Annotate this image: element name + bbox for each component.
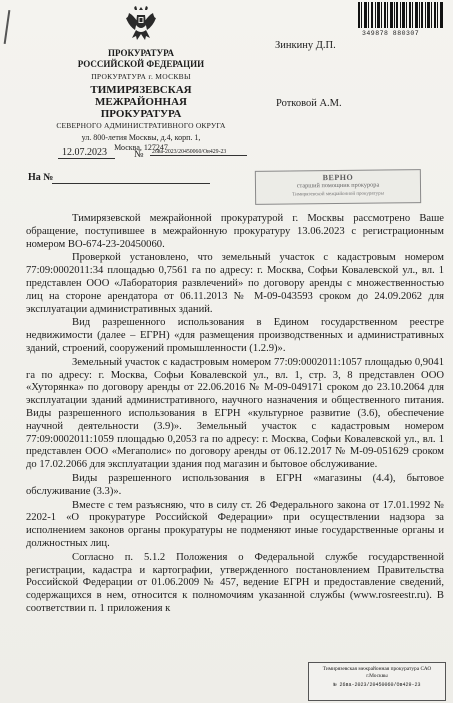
recipient-2: Ротковой А.М. xyxy=(276,98,342,109)
paragraph: Согласно п. 5.1.2 Положения о Федеральной службе государственной регистрации, кадастра и картографии, утвержденного постановлением Правительства Российской Федерации от 01.06.2009 № 457, ведение ЕГРН и предоставление сведений, содержащихся в нем, относится к полномочиям указанной службы (www.rosreestr.ru). В соответствии п. 1 приложения к xyxy=(26,551,444,614)
letter-body xyxy=(26,213,444,616)
paragraph: Проверкой установлено, что земельный участок с кадастровым номером 77:09:0002011:34 площадью 0,7561 га по адресу: г. Москва, Софьи Ковалевской ул., вл. 1 представлен ООО «Лаборатория развлечений» по договору аренды с множественностью лиц на стороне арендатора от 06.11.2013 № М-09-043593 сроком до 24.09.2062 для эксплуатации административных зданий. xyxy=(26,252,444,315)
paragraph: Вместе с тем разъясняю, что в силу ст. 26 Федерального закона от 17.01.1992 № 2202-1 «О прокуратуре Российской Федерации» при осуществлении надзора за исполнением законов органы прокуратуры не подменяют иные государственные органы и должностных лиц. xyxy=(26,499,444,549)
number-sign: № xyxy=(134,149,144,160)
org-city: ПРОКУРАТУРА г. МОСКВЫ xyxy=(91,72,191,81)
barcode-number: 349878 880307 xyxy=(362,30,420,37)
org-district: СЕВЕРНОГО АДМИНИСТРАТИВНОГО ОКРУГА xyxy=(56,121,226,130)
paragraph: Вид разрешенного использования в Едином государственном реестре недвижимости (далее – ЕГРН) «для размещения производственных и административных зданий, строений, сооружений промышленности (1.2.9)». xyxy=(26,317,444,354)
outgoing-number: 26ва-2023/20450060/Ов429-23 xyxy=(150,149,247,156)
date-value: 12.07.2023 xyxy=(58,147,115,159)
reference-label: На № xyxy=(28,172,54,183)
registration-stamp xyxy=(308,662,446,701)
stamp-title: ВЕРНО xyxy=(322,172,354,183)
paragraph: Земельный участок с кадастровым номером 77:09:0002011:1057 площадью 0,9041 га по адресу: г. Москва, Софьи Ковалевской ул., вл. 1, стр. 3, 8 представлен ООО «Хуторянка» по договору аренды от 22.06.2016 № М-09-049171 сроком до 23.10.2064 для эксплуатации зданий административного, научного назначения и общественного питания. Виды разрешенного использования в ЕГРН «культурное развитие (3.6), обеспечение научной деятельности (3.9)». Земельный участок с кадастровым номером 77:09:0002011:1059 площадью 0,2053 га по адресу: г. Москва, Софьи Ковалевской ул., вл. 1 представлен ООО «Мегаполис» по договору аренды от 06.12.2017 № М-09-051629 сроком до 17.02.2066 для эксплуатации здания под магазин и бытовое обслуживание. xyxy=(26,356,444,471)
org-division: ТИМИРЯЗЕВСКАЯ МЕЖРАЙОННАЯ ПРОКУРАТУРА xyxy=(90,84,192,120)
org-name: ПРОКУРАТУРА РОССИЙСКОЙ ФЕДЕРАЦИИ xyxy=(77,48,205,69)
certified-stamp xyxy=(255,169,421,205)
barcode-icon xyxy=(358,2,444,28)
letterhead xyxy=(56,4,226,153)
org-address: ул. 800-летия Москвы, д.4, корп. 1, Москва, 127247 xyxy=(81,133,201,152)
coat-of-arms-icon xyxy=(123,4,159,44)
stamp-organization: Тимирязевской межрайонной прокуратуры xyxy=(292,191,384,198)
registration-stamp-number: № 26ва-2023/20450060/Ов429-23 xyxy=(333,682,421,688)
paragraph: Тимирязевской межрайонной прокуратурой г. Москвы рассмотрено Ваше обращение, поступившее в межрайонную прокуратуру 13.06.2023 с регистрационным номером ВО-674-23-20450060. xyxy=(26,213,444,250)
outgoing-date xyxy=(58,147,115,158)
reference-line xyxy=(52,183,210,184)
stamp-position: старший помощник прокурора xyxy=(296,181,380,190)
paragraph: Виды разрешенного использования в ЕГРН «магазины (4.4), бытовое обслуживание (3.3)». xyxy=(26,472,444,497)
recipient-1: Зинкину Д.П. xyxy=(275,40,336,51)
registration-stamp-city: г.Москвы xyxy=(366,672,388,679)
margin-mark xyxy=(4,10,11,44)
registration-stamp-org: Тимирязевская межрайонная прокуратура САО xyxy=(322,666,432,672)
